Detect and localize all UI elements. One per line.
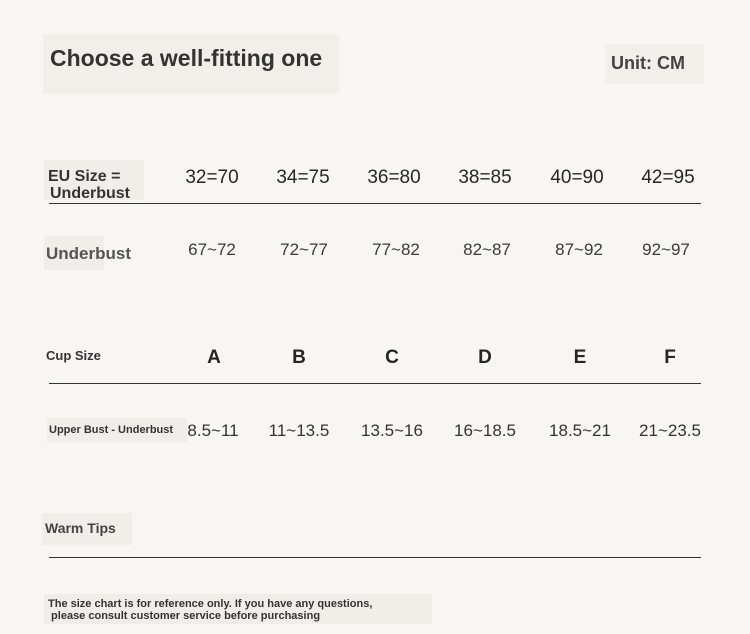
unit-label: Unit: CM — [611, 53, 685, 73]
eu-size-row-label — [48, 168, 130, 202]
cup-letter-cell: D — [478, 347, 492, 368]
underbust-range-cell: 72~77 — [280, 240, 328, 259]
warm-tips-heading: Warm Tips — [45, 520, 116, 536]
underbust-range-cell: 92~97 — [642, 240, 690, 259]
bust-difference-row-label: Upper Bust - Underbust — [49, 424, 174, 436]
cup-header-divider — [49, 383, 701, 384]
reference-note-line2: please consult customer service before purchasing — [48, 610, 321, 622]
eu-header-divider — [49, 203, 701, 204]
cup-letter-cell: A — [207, 347, 221, 368]
eu-size-cell: 34=75 — [276, 167, 330, 188]
cup-letter-cell: F — [664, 347, 676, 368]
reference-note-line1: The size chart is for reference only. If you have any questions, — [48, 598, 373, 610]
reference-note — [48, 598, 372, 622]
cup-letter-cell: C — [385, 347, 399, 368]
cup-letter-cell: B — [292, 347, 306, 368]
underbust-row-label: Underbust — [46, 244, 131, 263]
eu-size-cell: 38=85 — [458, 167, 512, 188]
bust-difference-cell: 16~18.5 — [454, 421, 516, 440]
bust-difference-cell: 18.5~21 — [549, 421, 611, 440]
eu-size-label-line1: EU Size = — [48, 168, 121, 185]
eu-size-cell: 40=90 — [550, 167, 604, 188]
page-title: Choose a well-fitting one — [50, 45, 323, 71]
bust-difference-cell: 13.5~16 — [361, 421, 423, 440]
bust-difference-cell: 21~23.5 — [639, 421, 701, 440]
underbust-range-cell: 67~72 — [188, 240, 236, 259]
tips-divider — [49, 557, 701, 558]
eu-size-cell: 32=70 — [185, 167, 239, 188]
underbust-range-cell: 82~87 — [463, 240, 511, 259]
eu-size-cell: 36=80 — [367, 167, 421, 188]
cup-size-row-label: Cup Size — [46, 348, 101, 363]
bust-difference-cell: 11~13.5 — [268, 421, 330, 440]
bust-difference-cell: 8.5~11 — [187, 421, 239, 440]
cup-letter-cell: E — [573, 347, 587, 368]
eu-size-label-line2: Underbust — [50, 185, 130, 202]
underbust-range-cell: 77~82 — [372, 240, 420, 259]
underbust-range-cell: 87~92 — [555, 240, 603, 259]
eu-size-cell: 42=95 — [641, 167, 695, 188]
